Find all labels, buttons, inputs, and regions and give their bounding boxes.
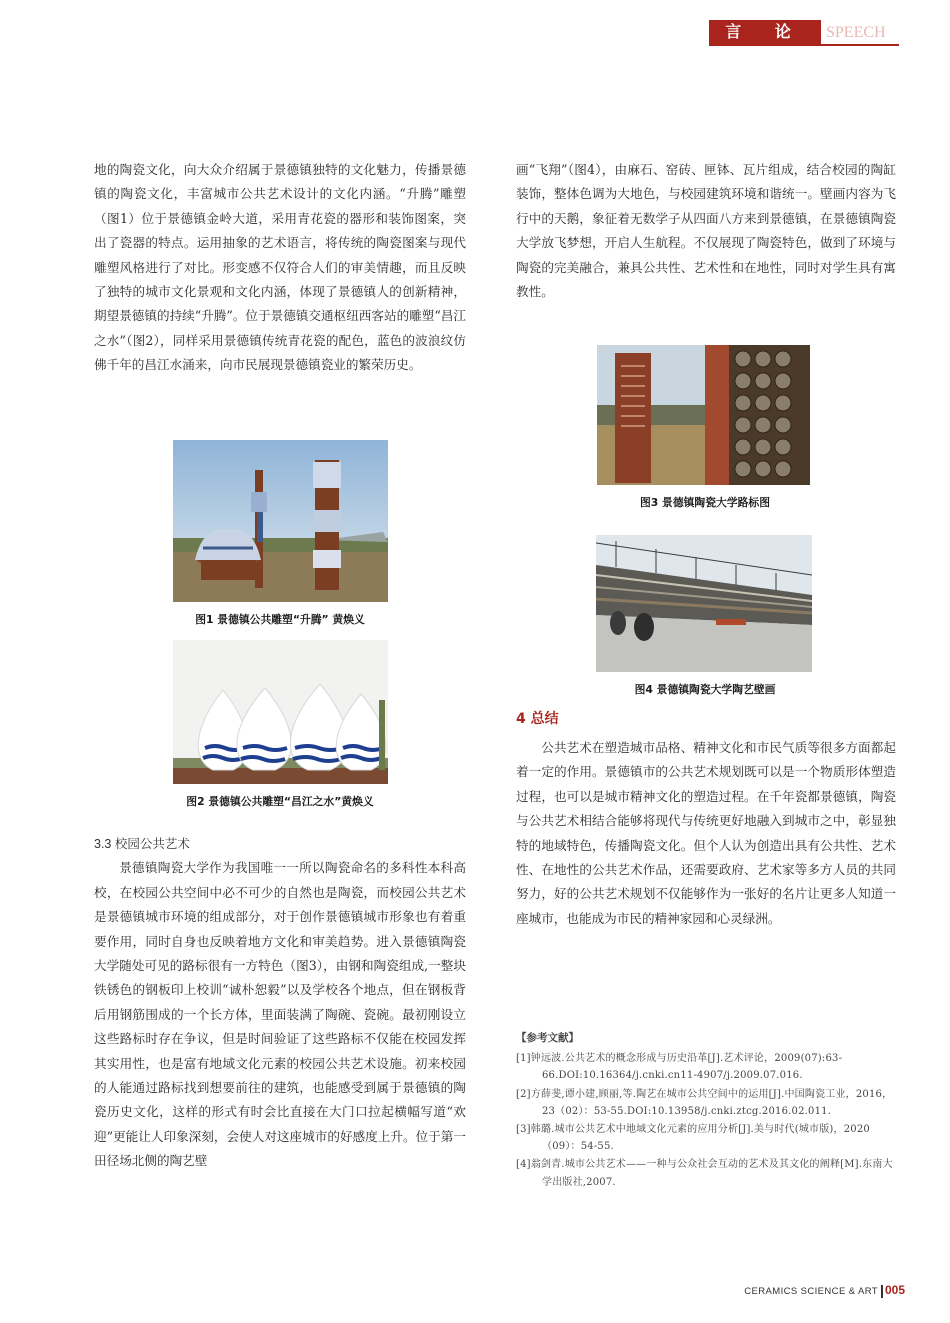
section-4-title: 4 总结 [516,711,559,727]
reference-item: [2]方薛斐,谭小建,顾丽,等.陶艺在城市公共空间中的运用[J].中国陶瓷工业，2016，23（02）：53-55.DOI:10.13958/j.cnki.ztcg.2016.02.011. [516,1088,893,1117]
body-paragraph: 画“飞翔”（图4），由麻石、窑砖、匣钵、瓦片组成，结合校园的陶缸装饰，整体色调为大地色，与校园建筑环境和谐统一。壁画内容为飞行中的天鹅，象征着无数学子从四面八方来到景德镇，在景德镇陶瓷大学放飞梦想，开启人生航程。不仅展现了陶瓷特色，做到了环境与陶瓷的完美融合，兼具公共性、艺术性和在地性，同时对学生具有寓教性。 [516,162,896,300]
figure-4-caption: 图4 景德镇陶瓷大学陶艺壁画 [634,683,776,696]
footer-divider [881,1285,883,1298]
figure-4-photo [596,535,812,672]
right-column-top [516,158,896,304]
page-number: 005 [885,1283,906,1297]
journal-name: CERAMICS SCIENCE & ART [744,1286,878,1297]
left-column-bottom [94,832,466,1174]
section-4-body: 公共艺术在塑造城市品格、精神文化和市民气质等很多方面都起着一定的作用。景德镇市的公共艺术规划既可以是一个物质形体塑造过程，也可以是城市精神文化的塑造过程。在千年瓷都景德镇，陶瓷与公共艺术相结合能够将现代与传统更好地融入到城市之中，彰显独特的地域特色，传播陶瓷文化。但个人认为创造出具有公共性、艺术性、在地性的公共艺术作品，还需要政府、艺术家等多方人员的共同努力，好的公共艺术规划不仅能够作为一张好的名片让更多人知道一座城市，也能成为市民的精神家园和心灵绿洲。 [516,740,896,926]
reference-item: [4]翁剑青.城市公共艺术——一种与公众社会互动的艺术及其文化的阐释[M].东南大学出版社,2007. [516,1159,893,1188]
figure-1-photo [173,440,388,602]
figure-3-caption: 图3 景德镇陶瓷大学路标图 [639,496,771,509]
left-column-top [94,158,466,378]
references [516,1030,896,1192]
figure-3-photo [597,345,810,485]
reference-item: [1]钟远波.公共艺术的概念形成与历史沿革[J].艺术评论，2009(07):63-66.DOI:10.16364/j.cnki.cn11-4907/j.2009.07.016. [516,1053,843,1082]
reference-item: [3]韩璐.城市公共艺术中地域文化元素的应用分析[J].美与时代(城市版)，2020（09）：54-55. [516,1124,870,1153]
section-3-3-title: 3.3 校园公共艺术 [94,837,190,851]
section-3-3-body: 景德镇陶瓷大学作为我国唯一一所以陶瓷命名的多科性本科高校，在校园公共空间中必不可少的自然也是陶瓷，而校园公共艺术是景德镇城市环境的组成部分，对于创作景德镇城市形象也有着重要作用，同时自身也反映着地方文化和审美趋势。进入景德镇陶瓷大学随处可见的路标很有一方特色（图3），由钢和陶瓷组成,一整块铁锈色的钢板印上校训“诚朴恕毅”以及学校各个地点，但在钢板背后用钢筋围成的一个长方体，里面装满了陶碗、瓷碗。最初刚设立这些路标时存在争议，但是时间验证了这些路标不仅能在校园发挥其实用性，也是富有地域文化元素的校园公共艺术设施。初来校园的人能通过路标找到想要前往的建筑，也能感受到属于景德镇的陶瓷历史文化，这样的形式有时会比直接在大门口拉起横幅写道“欢迎”更能让人印象深刻，会使人对这座城市的好感度上升。位于第一田径场北侧的陶艺壁 [94,860,466,1169]
figure-1-caption: 图1 景德镇公共雕塑“升腾” 黄焕义 [195,613,365,626]
right-column-bottom [516,736,896,931]
figure-2-photo [173,640,388,784]
column-tab-english: SPEECH [826,24,886,41]
header-rule [709,44,899,46]
figure-2-caption: 图2 景德镇公共雕塑“昌江之水”黄焕义 [186,795,374,808]
references-title: 【参考文献】 [516,1032,579,1044]
column-tab: 言 论 [709,20,821,44]
body-paragraph: 地的陶瓷文化，向大众介绍属于景德镇独特的文化魅力，传播景德镇的陶瓷文化，丰富城市公共艺术设计的文化内涵。“升腾”雕塑（图1）位于景德镇金岭大道，采用青花瓷的器形和装饰图案，突出了瓷器的特点。运用抽象的艺术语言，将传统的陶瓷图案与现代雕塑风格进行了对比。形变感不仅符合人们的审美情趣，而且反映了独特的城市文化景观和文化内涵，体现了景德镇人的创新精神，期望景德镇的持续“升腾”。位于景德镇交通枢纽西客站的雕塑“昌江之水”（图2），同样采用景德镇传统青花瓷的配色，蓝色的波浪纹仿佛千年的昌江水涌来，向市民展现景德镇瓷业的繁荣历史。 [94,162,466,373]
